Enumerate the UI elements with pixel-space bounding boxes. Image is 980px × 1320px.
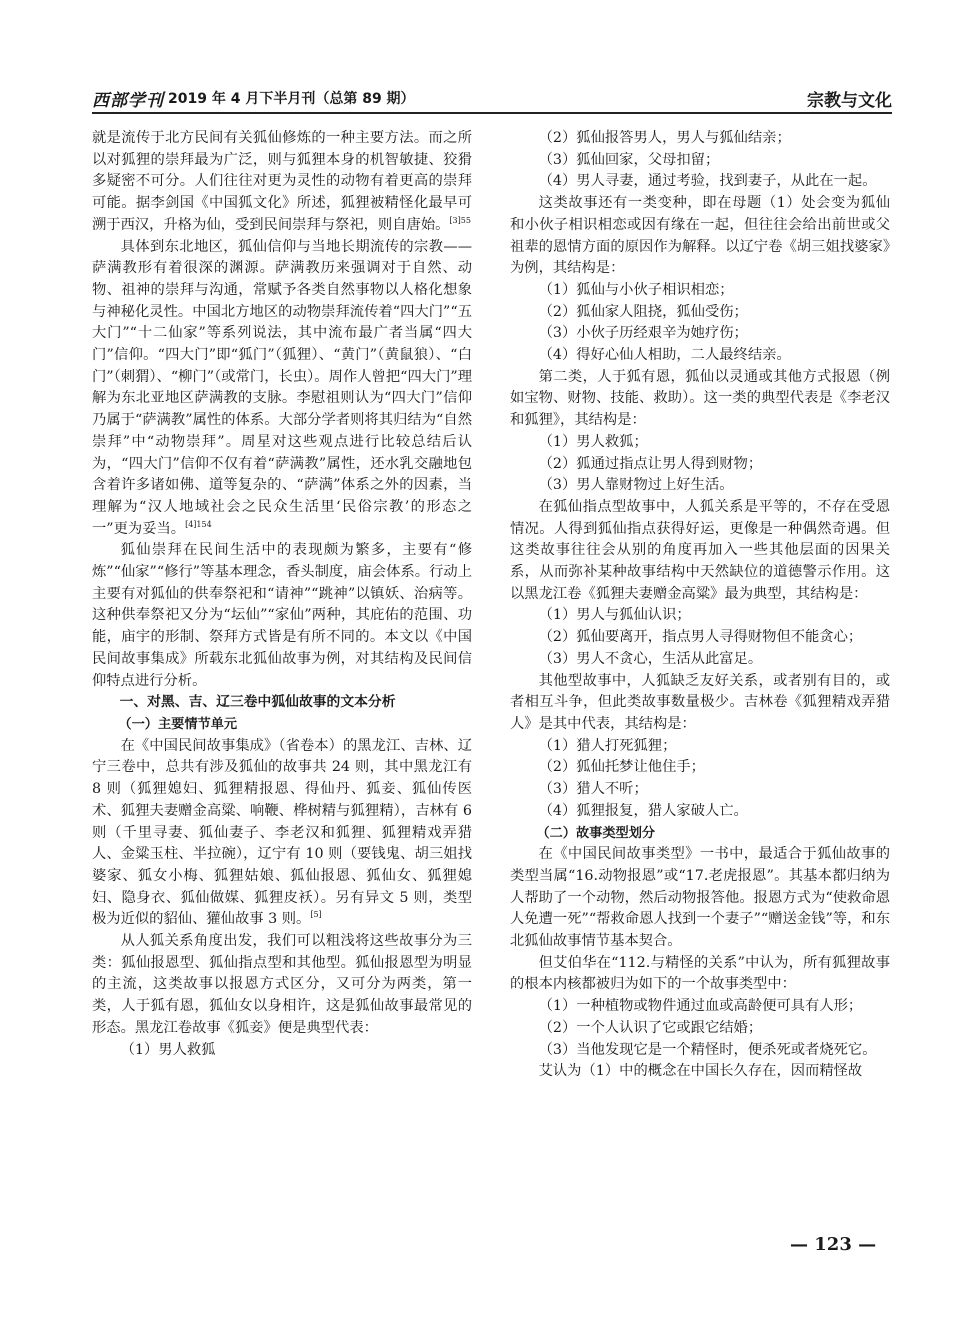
paragraph: 在《中国民间故事类型》一书中，最适合于狐仙故事的类型当属“16.动物报恩”或“17.老虎报恩”。其基本都归纳为人帮助了一个动物，然后动物报答他。报恩方式为“使救命恩人免遭一死”“帮救命恩人找到一个妻子”“赠送金钱”等，和东北狐仙故事情节基本契合。 bbox=[510, 846, 890, 950]
list-item: （4）得好心仙人相助，二人最终结亲。 bbox=[538, 347, 791, 364]
list-item: （2）狐仙要离开，指点男人寻得财物但不能贪心； bbox=[538, 629, 863, 646]
paragraph: 但艾伯华在“112.与精怪的关系”中认为，所有狐狸故事的根本内核都被归为如下的一个故事类型中： bbox=[510, 954, 890, 993]
list-item: （3）男人靠财物过上好生活。 bbox=[538, 477, 734, 494]
list-item: （2）狐通过指点让男人得到财物； bbox=[538, 455, 763, 472]
paragraph: 就是流传于北方民间有关狐仙修炼的一种主要方法。而之所以对狐狸的崇拜最为广泛，则与狐狸本身的机智敏捷、狡猾多疑密不可分。人们往往对更为灵性的动物有着更高的崇拜可能。据李剑国《中国狐文化》所述，狐狸被精怪化最早可溯于西汉，升格为仙，受到民间崇拜与祭祀，则自唐始。$^{[3]55}$ bbox=[92, 130, 472, 233]
list-item: （3）小伙子历经艰辛为她疗伤； bbox=[538, 325, 748, 342]
paragraph: 狐仙崇拜在民间生活中的表现颇为繁多，主要有“修炼”“仙家”“修行”等基本理念，香头制度，庙会体系。行动上主要有对狐仙的供奉祭祀和“请神”“跳神”以镇妖、治病等。这种供奉祭祀又分为“坛仙”“家仙”两种，其庇佑的范围、功能，庙宇的形制、祭拜方式皆是有所不同的。本文以《中国民间故事集成》所载东北狐仙故事为例，对其结构及民间信仰特点进行分析。 bbox=[92, 542, 472, 689]
paragraph: 从人狐关系角度出发，我们可以粗浅将这些故事分为三类：狐仙报恩型、狐仙指点型和其他型。狐仙报恩型为明显的主流，这类故事以报恩方式区分，又可分为两类，第一类，人于狐有恩，狐仙女以身相许，这是狐仙故事最常见的形态。黑龙江卷故事《狐妾》便是典型代表： bbox=[92, 933, 472, 1036]
citation: [5] bbox=[310, 910, 322, 920]
header-rule bbox=[92, 112, 892, 114]
paragraph: 在《中国民间故事集成》（省卷本）的黑龙江、吉林、辽宁三卷中，总共有涉及狐仙的故事共 24 则，其中黑龙江有 8 则（狐狸媳妇、狐狸精报恩、得仙丹、狐妾、狐仙传医术、狐狸夫妻赠金高粱、响鞭、桦树精与狐狸精），吉林有 6 则（千里寻妻、狐仙妻子、李老汉和狐狸、狐狸精戏弄猎人、金粱玉柱、半拉碗），辽宁有 10 则（要钱鬼、胡三姐找婆家、狐女小梅、狐狸姑娘、狐仙报恩、狐仙女、狐狸媳妇、隐身衣、狐仙做媒、狐狸皮袄）。另有异文 5 则，类型极为近似的貂仙、獾仙故事 3 则。[5] bbox=[92, 737, 472, 928]
paragraph: 这类故事还有一类变种，即在母题（1）处会变为狐仙和小伙子相识相恋或因有缘在一起，但往往会给出前世或父祖辈的恩情方面的原因作为解释。以辽宁卷《胡三姐找婆家》为例，其结构是： bbox=[510, 195, 890, 277]
list-item: （1）男人救狐 bbox=[120, 1041, 216, 1058]
journal-logo: 西部学刊 bbox=[92, 91, 164, 111]
list-item: （3）狐仙回家，父母扣留； bbox=[538, 151, 720, 168]
paragraph: 艾认为（1）中的概念在中国长久存在，因而精怪故 bbox=[538, 1063, 863, 1080]
list-item: （3）猎人不听； bbox=[538, 781, 648, 798]
list-item: （4）狐狸报复，猎人家破人亡。 bbox=[538, 802, 748, 819]
list-item: （1）狐仙与小伙子相识相恋； bbox=[538, 281, 734, 298]
paragraph: 在狐仙指点型故事中，人狐关系是平等的，不存在受恩情况。人得到狐仙指点获得好运，更像是一种偶然奇遇。但这类故事往往会从别的角度再加入一些其他层面的因果关系，从而弥补某种故事结构中天然缺位的道德警示作用。这以黑龙江卷《狐狸夫妻赠金高粱》最为典型，其结构是： bbox=[510, 498, 890, 602]
list-item: （4）男人寻妻，通过考验，找到妻子，从此在一起。 bbox=[538, 173, 877, 190]
list-item: （2）狐仙家人阻挠，狐仙受伤； bbox=[538, 303, 748, 320]
list-item: （1）一种植物或物件通过血或高龄便可具有人形； bbox=[538, 998, 863, 1015]
paragraph: 第二类，人于狐有恩，狐仙以灵通或其他方式报恩（例如宝物、财物、技能、救助）。这一类的典型代表是《李老汉和狐狸》，其结构是： bbox=[510, 368, 890, 429]
subsection-heading: （二）故事类型划分 bbox=[536, 825, 656, 841]
citation: [3]55 bbox=[449, 216, 471, 226]
list-item: （2）一个人认识了它或跟它结婚； bbox=[538, 1019, 763, 1036]
section-heading: 一、对黑、吉、辽三卷中狐仙故事的文本分析 bbox=[119, 694, 396, 711]
list-item: （1）男人救狐； bbox=[538, 433, 648, 450]
list-item: （2）狐仙报答男人，男人与狐仙结亲； bbox=[538, 130, 791, 146]
list-item: （1）男人与狐仙认识； bbox=[538, 607, 691, 624]
list-item: （3）男人不贪心，生活从此富足。 bbox=[538, 650, 763, 667]
list-item: （3）当他发现它是一个精怪时，便杀死或者烧死它。 bbox=[538, 1041, 877, 1058]
left-column bbox=[92, 128, 472, 1061]
page-number: — 123 — bbox=[790, 1234, 877, 1255]
running-header bbox=[92, 86, 892, 112]
paragraph: 具体到东北地区，狐仙信仰与当地长期流传的宗教——萨满教形有着很深的渊源。萨满教历来强调对于自然、动物、祖神的崇拜与沟通，常赋予各类自然事物以人格化想象与神秘化灵性。中国北方地区的动物崇拜流传着“四大门”“五大门”“十二仙家”等系列说法，其中流布最广者当属“四大门”信仰。“四大门”即“狐门”（狐狸）、“黄门”（黄鼠狼）、“白门”（刺猬）、“柳门”（或常门，长虫）。周作人曾把“四大门”理解为东北亚地区萨满教的支脉。李慰祖则认为“四大门”信仰乃属于“萨满教”属性的体系。大部分学者则将其归结为“自然崇拜”中“动物崇拜”。周星对这些观点进行比较总结后认为，“四大门”信仰不仅有着“萨满教”属性，还水乳交融地包含着许多诸如佛、道等复杂的、“萨满”体系之外的因素，当理解为“汉人地域社会之民众生活里‘民俗宗教’的形态之一”更为妥当。$^{[4]154}$ bbox=[92, 238, 472, 537]
list-item: （1）猎人打死狐狸； bbox=[538, 737, 677, 754]
list-item: （2）狐仙托梦让他住手； bbox=[538, 759, 705, 776]
section-title: 宗教与文化 bbox=[807, 91, 892, 111]
subsection-heading: （一）主要情节单元 bbox=[118, 716, 238, 732]
citation: [4]154 bbox=[185, 519, 212, 529]
paragraph: 其他型故事中，人狐缺乏友好关系，或者别有目的，或者相互斗争，但此类故事数量极少。吉林卷《狐狸精戏弄猎人》是其中代表，其结构是： bbox=[510, 672, 890, 732]
right-column bbox=[510, 128, 890, 1083]
issue-info: 2019 年 4 月下半月刊（总第 89 期） bbox=[168, 91, 415, 107]
